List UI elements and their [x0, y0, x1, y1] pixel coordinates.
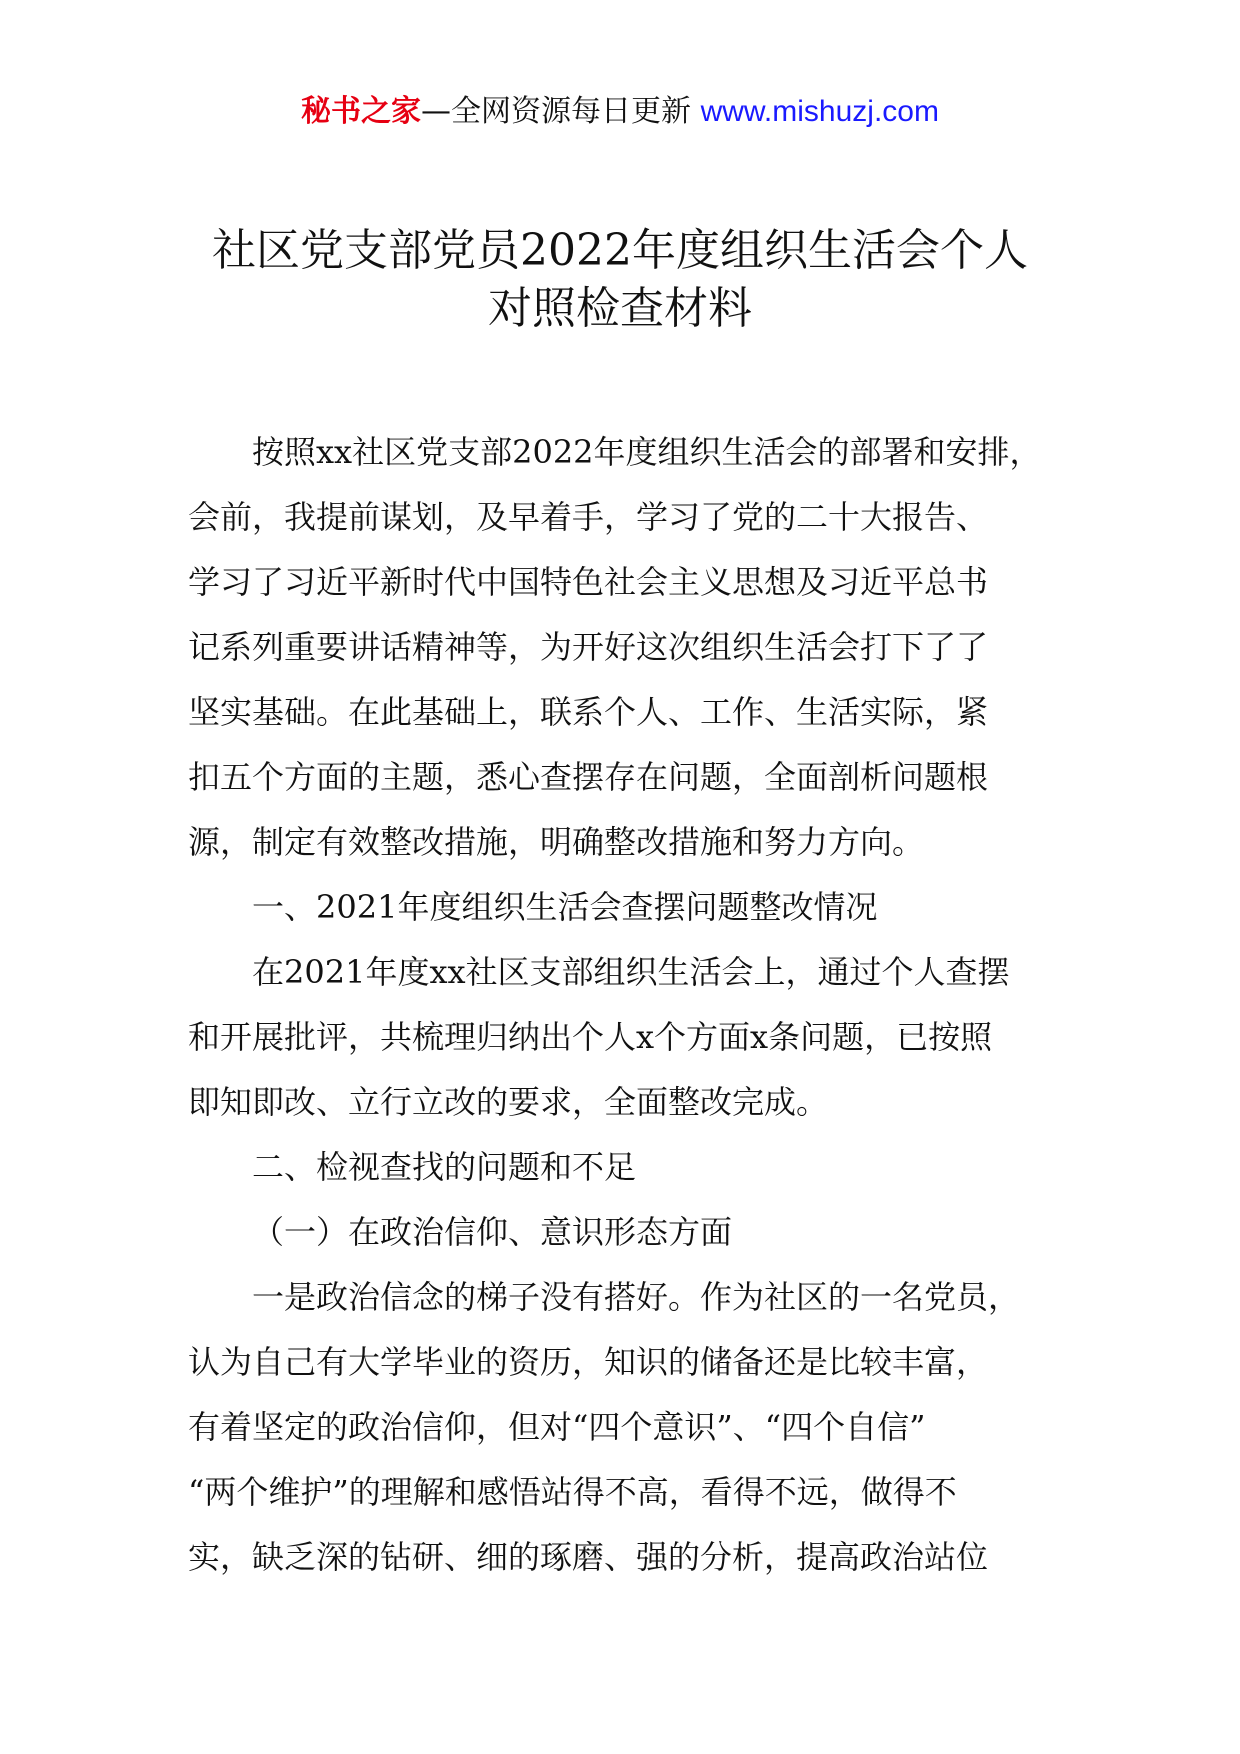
body-line: “两个维护”的理解和感悟站得不高，看得不远，做得不	[188, 1473, 957, 1511]
title-line-1: 社区党支部党员2022年度组织生活会个人	[212, 225, 1028, 276]
body-line: 实，缺乏深的钻研、细的琢磨、强的分析，提高政治站位	[188, 1538, 989, 1576]
body-line: 坚实基础。在此基础上，联系个人、工作、生活实际，紧	[188, 693, 989, 731]
body-line: 会前，我提前谋划，及早着手，学习了党的二十大报告、	[188, 498, 989, 536]
body-line: 记系列重要讲话精神等，为开好这次组织生活会打下了了	[188, 628, 989, 666]
body-line: 学习了习近平新时代中国特色社会主义思想及习近平总书	[188, 563, 989, 601]
body-line: 认为自己有大学毕业的资历，知识的储备还是比较丰富，	[188, 1343, 989, 1381]
document-body	[188, 420, 1088, 1590]
body-line: 有着坚定的政治信仰，但对“四个意识”、“四个自信”	[188, 1408, 926, 1446]
site-slogan: —全网资源每日更新	[421, 94, 701, 129]
body-line: 源，制定有效整改措施，明确整改措施和努力方向。	[188, 823, 925, 861]
site-url-link[interactable]: www.mishuzj.com	[700, 95, 939, 128]
body-line: 和开展批评，共梳理归纳出个人x个方面x条问题，已按照	[188, 1018, 993, 1056]
site-brand: 秘书之家	[301, 94, 422, 129]
site-header	[0, 92, 1240, 132]
body-line: 按照xx社区党支部2022年度组织生活会的部署和安排，	[252, 433, 1042, 471]
section-heading-1: 一、2021年度组织生活会查摆问题整改情况	[252, 888, 878, 926]
title-line-2: 对照检查材料	[488, 283, 752, 334]
body-line: 扣五个方面的主题，悉心查摆存在问题，全面剖析问题根	[188, 758, 989, 796]
subsection-heading-1: （一）在政治信仰、意识形态方面	[252, 1213, 733, 1251]
body-line: 即知即改、立行立改的要求，全面整改完成。	[188, 1083, 829, 1121]
body-line: 一是政治信念的梯子没有搭好。作为社区的一名党员，	[252, 1278, 1021, 1316]
body-line: 在2021年度xx社区支部组织生活会上，通过个人查摆	[252, 953, 1010, 991]
document-title	[150, 222, 1090, 338]
section-heading-2: 二、检视查找的问题和不足	[252, 1148, 637, 1186]
